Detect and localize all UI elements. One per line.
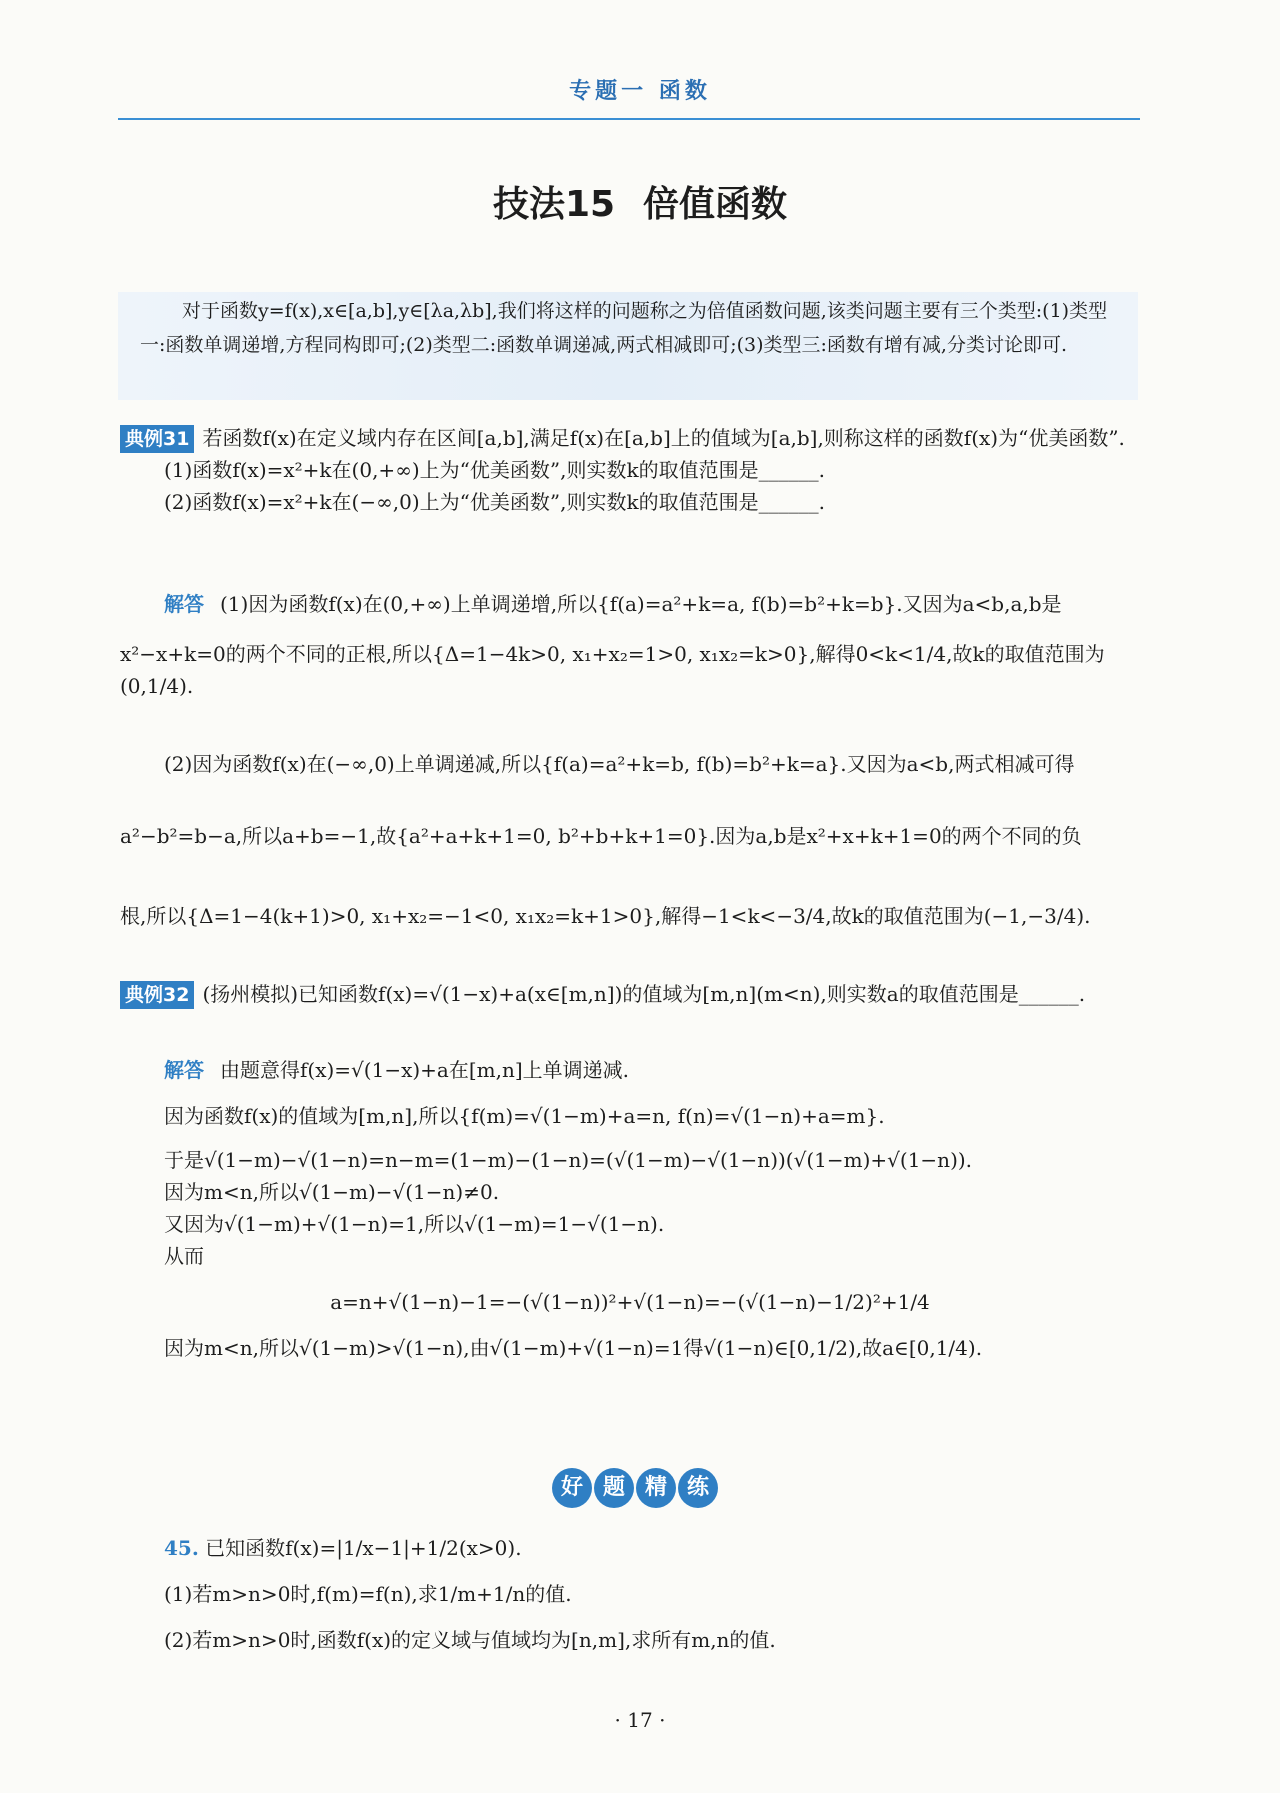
badge-char: 好 — [552, 1468, 592, 1508]
solution-text: 由题意得f(x)=√(1−x)+a在[m,n]上单调递减. — [220, 1058, 630, 1082]
header-rule — [118, 118, 1140, 120]
solution-line-3: 于是√(1−m)−√(1−n)=n−m=(1−m)−(1−n)=(√(1−m)−√(1−n))(√(1−m)+√(1−n)). — [164, 1148, 973, 1172]
example-32-solution — [120, 1054, 1140, 1364]
question-number: 45. — [164, 1536, 199, 1560]
solution-line-5: 根,所以{Δ=1−4(k+1)>0, x₁+x₂=−1<0, x₁x₂=k+1>0},解得−1<k<−3/4,故k的取值范围为(−1,−3/4). — [120, 904, 1091, 928]
example-stem-text: 若函数f(x)在定义域内存在区间[a,b],满足f(x)在[a,b]上的值域为[a,b],则称这样的函数f(x)为“优美函数”. — [202, 426, 1125, 450]
question-text: 已知函数f(x)=|1/x−1|+1/2(x>0). — [205, 1536, 522, 1560]
solution-line-2: 因为函数f(x)的值域为[m,n],所以{f(m)=√(1−m)+a=n, f(n)=√(1−n)+a=m}. — [164, 1104, 885, 1128]
question-45-part1: (1)若m>n>0时,f(m)=f(n),求1/m+1/n的值. — [164, 1582, 572, 1606]
answer-label: 解答 — [164, 592, 204, 616]
solution-line-4: a²−b²=b−a,所以a+b=−1,故{a²+a+k+1=0, b²+b+k+1=0}.因为a,b是x²+x+k+1=0的两个不同的负 — [120, 824, 1082, 848]
badge-char: 精 — [636, 1468, 676, 1508]
title-technique-number: 技法15 — [492, 184, 616, 225]
example-31 — [120, 422, 1140, 518]
title-technique-name: 倍值函数 — [643, 184, 788, 225]
practice-question-45 — [120, 1532, 1140, 1656]
badge-char: 题 — [594, 1468, 634, 1508]
example-31-solution — [120, 588, 1140, 932]
running-header: 专题一 函数 — [569, 78, 711, 104]
solution-line-5: 又因为√(1−m)+√(1−n)=1,所以√(1−m)=1−√(1−n). — [164, 1212, 665, 1236]
solution-line-3: (2)因为函数f(x)在(−∞,0)上单调递减,所以{f(a)=a²+k=b, f(b)=b²+k=a}.又因为a<b,两式相减可得 — [164, 752, 1075, 776]
question-45-part2: (2)若m>n>0时,函数f(x)的定义域与值域均为[n,m],求所有m,n的值. — [164, 1628, 776, 1652]
question-45-stem — [120, 1532, 1140, 1564]
solution-display-equation: a=n+√(1−n)−1=−(√(1−n))²+√(1−n)=−(√(1−n)−1/2)²+1/4 — [330, 1290, 930, 1314]
badge-char: 练 — [678, 1468, 718, 1508]
example-tag: 典例32 — [120, 981, 194, 1009]
intro-paragraph: 对于函数y=f(x),x∈[a,b],y∈[λa,λb],我们将这样的问题称之为倍值函数问题,该类问题主要有三个类型:(1)类型一:函数单调递增,方程同构即可;(2)类型二:函数单调递减,两式相减即可;(3)类型三:函数有增有减,分类讨论即可. — [140, 300, 1108, 356]
solution-line-2: x²−x+k=0的两个不同的正根,所以{Δ=1−4k>0, x₁+x₂=1>0, x₁x₂=k>0},解得0<k<1/4,故k的取值范围为(0,1/4). — [120, 642, 1105, 698]
solution-line-8: 因为m<n,所以√(1−m)>√(1−n),由√(1−m)+√(1−n)=1得√(1−n)∈[0,1/2),故a∈[0,1/4). — [164, 1336, 983, 1360]
example-31-q1: (1)函数f(x)=x²+k在(0,+∞)上为“优美函数”,则实数k的取值范围是______. — [164, 458, 825, 482]
answer-label: 解答 — [164, 1058, 204, 1082]
example-stem-text: (扬州模拟)已知函数f(x)=√(1−x)+a(x∈[m,n])的值域为[m,n](m<n),则实数a的取值范围是______. — [202, 982, 1086, 1006]
solution-line-6: 从而 — [164, 1244, 204, 1268]
solution-text: (1)因为函数f(x)在(0,+∞)上单调递增,所以{f(a)=a²+k=a, f(b)=b²+k=b}.又因为a<b,a,b是 — [220, 592, 1062, 616]
practice-badge — [552, 1468, 718, 1508]
example-32-stem — [120, 978, 1140, 1010]
example-32 — [120, 978, 1140, 1010]
example-tag: 典例31 — [120, 425, 194, 453]
solution-line-4: 因为m<n,所以√(1−m)−√(1−n)≠0. — [164, 1180, 500, 1204]
example-31-stem — [120, 422, 1140, 454]
example-31-q2: (2)函数f(x)=x²+k在(−∞,0)上为“优美函数”,则实数k的取值范围是______. — [164, 490, 825, 514]
solution-line-1 — [120, 588, 1140, 620]
page-number: · 17 · — [614, 1708, 666, 1732]
solution-line-1 — [120, 1054, 1140, 1086]
section-title — [0, 176, 1280, 227]
